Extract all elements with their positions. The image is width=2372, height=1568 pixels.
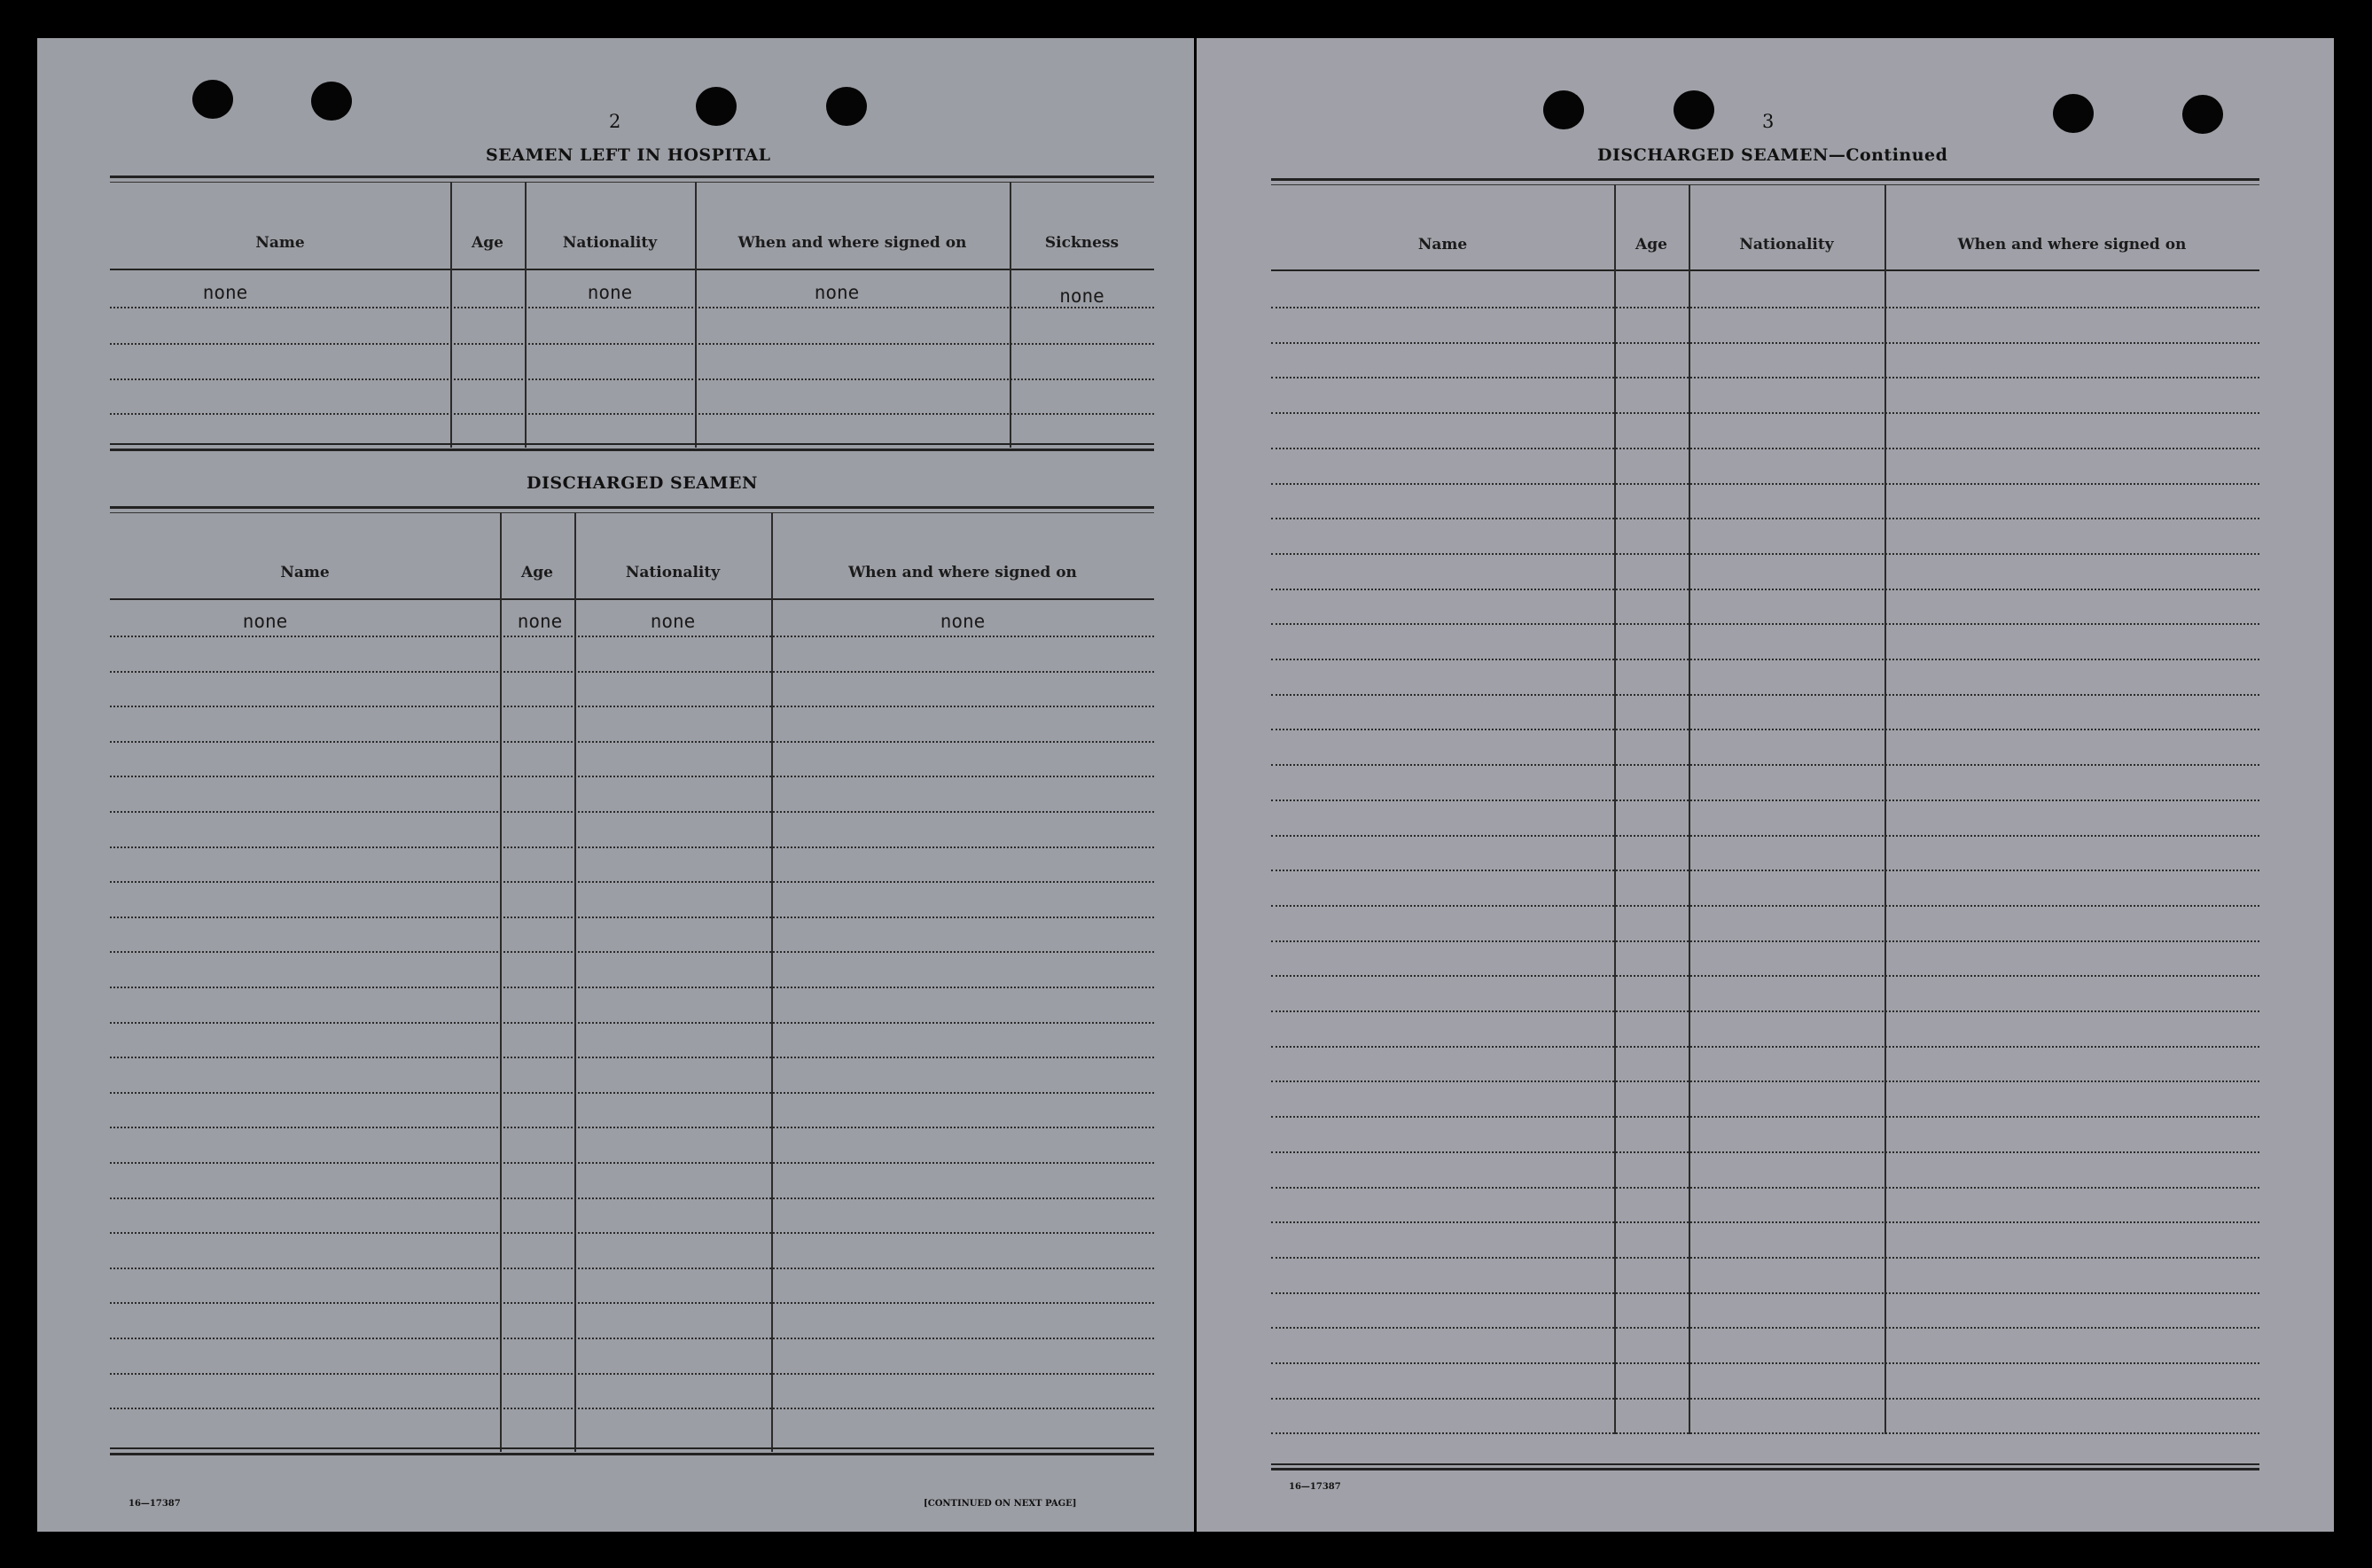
ruled-line	[110, 811, 1154, 813]
ruled-line	[1271, 623, 2259, 625]
punch-hole	[311, 82, 352, 121]
ruled-line	[1271, 764, 2259, 766]
ruled-line	[110, 741, 1154, 743]
ruled-line	[1271, 1187, 2259, 1189]
ruled-line	[1271, 377, 2259, 378]
ruled-line	[110, 1057, 1154, 1058]
ruled-line	[1271, 1010, 2259, 1012]
continued-note: [CONTINUED ON NEXT PAGE]	[924, 1499, 1077, 1509]
col-header-name: Name	[280, 564, 330, 581]
form-number: 16—17387	[1289, 1482, 1341, 1492]
page-number: 3	[1762, 111, 1775, 132]
ruled-line	[1271, 1151, 2259, 1153]
cell-nationality: none	[650, 611, 696, 632]
col-header-when-where: When and where signed on	[737, 234, 967, 252]
ruled-line	[1271, 975, 2259, 977]
ruled-line	[1271, 1257, 2259, 1259]
ruled-line	[1271, 694, 2259, 696]
ruled-line	[1271, 1327, 2259, 1329]
ruled-line	[1271, 448, 2259, 449]
ruled-line	[110, 776, 1154, 777]
ruled-line	[110, 1373, 1154, 1375]
ruled-line	[110, 1302, 1154, 1304]
punch-hole	[696, 87, 737, 126]
ruled-line	[110, 1197, 1154, 1199]
punch-hole	[1674, 90, 1714, 129]
ruled-line	[110, 917, 1154, 918]
ruled-line	[110, 1092, 1154, 1094]
ruled-line	[1271, 1362, 2259, 1364]
ruled-line	[1271, 553, 2259, 555]
col-header-nationality: Nationality	[562, 234, 658, 252]
col-header-age: Age	[521, 564, 553, 581]
col-header-when-where: When and where signed on	[1957, 236, 2187, 254]
col-header-when-where: When and where signed on	[848, 564, 1077, 581]
ruled-line	[1271, 659, 2259, 660]
ruled-line	[1271, 729, 2259, 730]
ruled-line	[110, 881, 1154, 883]
punch-hole	[192, 80, 233, 119]
ruled-line	[110, 1338, 1154, 1339]
cell-name: none	[202, 282, 248, 303]
left-page	[37, 38, 1194, 1532]
ruled-line	[110, 1232, 1154, 1234]
col-header-name: Name	[1417, 236, 1468, 254]
cell-when-where: none	[940, 611, 986, 632]
ruled-line	[1271, 940, 2259, 942]
ruled-line	[1271, 835, 2259, 837]
ruled-line	[1271, 483, 2259, 485]
ruled-line	[1271, 518, 2259, 519]
cell-name: none	[242, 611, 288, 632]
page-number: 2	[609, 111, 621, 132]
col-header-sickness: Sickness	[1044, 234, 1120, 252]
right-page	[1197, 38, 2334, 1532]
title-suffix: —Continued	[1828, 145, 1948, 165]
ruled-line	[1271, 307, 2259, 308]
ruled-line	[110, 706, 1154, 707]
col-header-name: Name	[255, 234, 305, 252]
ruled-line	[1271, 412, 2259, 414]
continued-table	[1271, 178, 2259, 1477]
ruled-line	[110, 1408, 1154, 1409]
punch-hole	[2182, 95, 2223, 134]
cell-nationality: none	[587, 282, 633, 303]
ruled-line	[110, 846, 1154, 848]
punch-hole	[2053, 94, 2094, 133]
col-header-age: Age	[1635, 236, 1667, 254]
ruled-line	[110, 1268, 1154, 1269]
ruled-line	[1271, 1432, 2259, 1434]
ruled-line	[1271, 589, 2259, 590]
hospital-table	[110, 176, 1154, 492]
ruled-line	[1271, 1116, 2259, 1118]
ruled-line	[1271, 1080, 2259, 1082]
ruled-line	[1271, 1046, 2259, 1048]
discharged-table	[110, 506, 1154, 1499]
col-header-age: Age	[472, 234, 503, 252]
ruled-line	[110, 1127, 1154, 1128]
ruled-line	[1271, 1398, 2259, 1400]
title-main: DISCHARGED SEAMEN	[1597, 145, 1829, 165]
ruled-line	[1271, 800, 2259, 801]
ruled-line	[110, 1022, 1154, 1024]
ruled-line	[1271, 1292, 2259, 1294]
ruled-line	[1271, 905, 2259, 907]
cell-sickness: none	[1059, 285, 1104, 307]
punch-hole	[826, 87, 867, 126]
cell-when-where: none	[814, 282, 860, 303]
cell-age: none	[517, 611, 563, 632]
form-number: 16—17387	[129, 1499, 181, 1509]
hospital-section-title: SEAMEN LEFT IN HOSPITAL	[486, 145, 771, 165]
discharged-section-title: DISCHARGED SEAMEN	[527, 473, 758, 493]
col-header-nationality: Nationality	[625, 564, 721, 581]
ruled-line	[1271, 1221, 2259, 1223]
continued-section-title	[1597, 145, 1947, 165]
punch-hole	[1543, 90, 1584, 129]
ruled-line	[110, 1162, 1154, 1164]
ruled-line	[110, 671, 1154, 673]
ruled-line	[1271, 870, 2259, 871]
ruled-line	[110, 987, 1154, 988]
ruled-line	[110, 951, 1154, 953]
col-header-nationality: Nationality	[1739, 236, 1834, 254]
ruled-line	[1271, 342, 2259, 344]
ruled-line	[110, 636, 1154, 637]
